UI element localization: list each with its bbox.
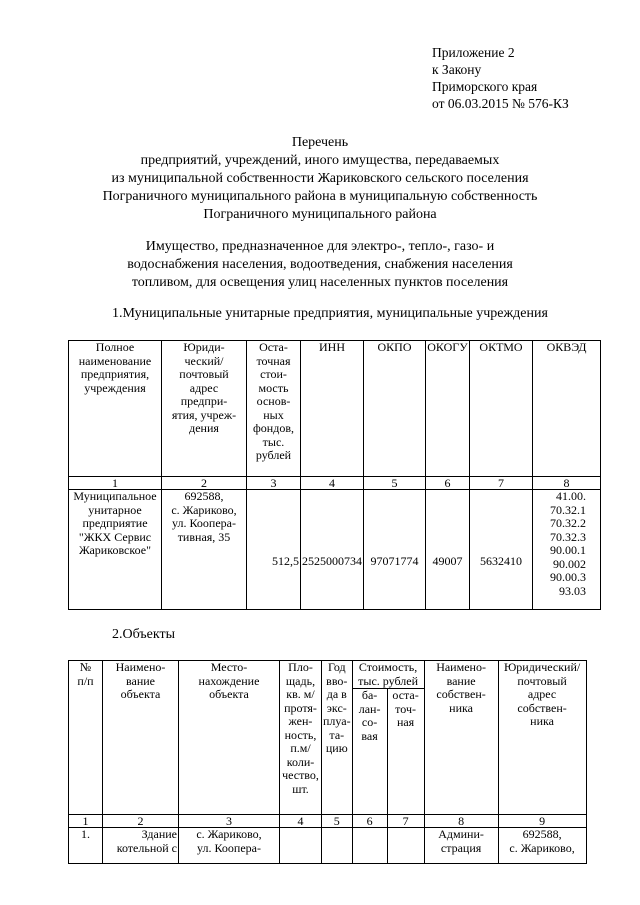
header-cell: Место- нахождение объекта [179, 661, 280, 815]
column-number: 4 [301, 477, 364, 490]
header-cell: Наимено- вание собствен- ника [424, 661, 498, 815]
column-number: 7 [470, 477, 533, 490]
inn-value: 2525000734 [301, 490, 364, 610]
object-area [280, 828, 322, 864]
table-row [69, 490, 601, 610]
document-title [0, 134, 640, 224]
header-cell: оста- точ- ная [387, 689, 424, 815]
okved-codes: 41.00. 70.32.1 70.32.2 70.32.3 90.00.1 90.002 90.00.3 93.03 [533, 490, 601, 610]
column-number: 5 [322, 815, 353, 828]
column-number: 1 [69, 815, 103, 828]
purpose-line: Имущество, предназначенное для электро-, тепло-, газо- и [145, 239, 495, 254]
column-number: 7 [387, 815, 424, 828]
column-number: 8 [424, 815, 498, 828]
purpose-line: топливом, для освещения улиц населенных пунктов поселения [131, 275, 509, 290]
appendix-line: от 06.03.2015 № 576-КЗ [432, 96, 569, 111]
header-cell: Стоимость, тыс. рублей [352, 661, 424, 689]
header-cell: ИНН [301, 341, 364, 477]
column-number: 9 [498, 815, 586, 828]
appendix-line: Приложение 2 [432, 45, 515, 60]
okogu-value: 49007 [426, 490, 470, 610]
column-number-row [69, 815, 587, 828]
okpo-value: 97071774 [364, 490, 426, 610]
enterprises-table [68, 340, 601, 610]
column-number: 8 [533, 477, 601, 490]
column-number: 5 [364, 477, 426, 490]
purpose-line: водоснабжения населения, водоотведения, снабжения населения [127, 257, 513, 272]
column-number-row [69, 477, 601, 490]
object-owner: Админи- страция [424, 828, 498, 864]
table-row [69, 828, 587, 864]
section1-heading: 1.Муниципальные унитарные предприятия, муниципальные учреждения [112, 306, 548, 321]
header-cell: ОКТМО [470, 341, 533, 477]
oktmo-value: 5632410 [470, 490, 533, 610]
header-cell: Год вво- да в экс- плуа- та- цию [322, 661, 353, 815]
title-line: Пограничного муниципального района [203, 207, 437, 222]
objects-table [68, 660, 587, 864]
column-number: 6 [352, 815, 387, 828]
header-cell: Оста- точная стои- мость основ- ных фондов, тыс. рублей [247, 341, 301, 477]
appendix-header [432, 44, 569, 112]
column-number: 1 [69, 477, 162, 490]
header-cell: ОКВЭД [533, 341, 601, 477]
object-balance-cost [352, 828, 387, 864]
header-cell: Юриди- ческий/ почтовый адрес предпри- ятия, учреж- дения [162, 341, 247, 477]
title-line: Перечень [291, 135, 349, 150]
table-header-row [69, 661, 587, 689]
header-cell: ОКПО [364, 341, 426, 477]
appendix-line: к Закону [432, 62, 482, 77]
enterprise-address: 692588, с. Жариково, ул. Коопера- тивная, 35 [162, 490, 247, 610]
section2-heading: 2.Объекты [112, 627, 175, 642]
title-line: из муниципальной собственности Жариковского сельского поселения [111, 171, 529, 186]
header-cell: Наимено- вание объекта [103, 661, 179, 815]
header-cell: Полное наименование предприятия, учреждения [69, 341, 162, 477]
column-number: 2 [162, 477, 247, 490]
object-residual-cost [387, 828, 424, 864]
column-number: 4 [280, 815, 322, 828]
column-number: 2 [103, 815, 179, 828]
enterprise-name: Муниципальное унитарное предприятие "ЖКХ Сервис Жариковское" [69, 490, 162, 610]
column-number: 6 [426, 477, 470, 490]
object-name: Здание котельной с [103, 828, 179, 864]
title-line: предприятий, учреждений, иного имущества, передаваемых [140, 153, 500, 168]
object-year [322, 828, 353, 864]
header-cell: ба- лан- со- вая [352, 689, 387, 815]
header-cell: ОКОГУ [426, 341, 470, 477]
table-header-row [69, 341, 601, 477]
column-number: 3 [179, 815, 280, 828]
object-location: с. Жариково, ул. Коопера- [179, 828, 280, 864]
header-cell: № п/п [69, 661, 103, 815]
title-line: Пограничного муниципального района в муниципальную собственность [102, 189, 538, 204]
header-cell: Юридический/ почтовый адрес собствен- ника [498, 661, 586, 815]
property-purpose [0, 238, 640, 292]
appendix-line: Приморского края [432, 79, 538, 94]
header-cell: Пло- щадь, кв. м/ протя- жен- ность, п.м/ коли- чество, шт. [280, 661, 322, 815]
residual-cost: 512,5 [247, 490, 301, 610]
object-number: 1. [69, 828, 103, 864]
column-number: 3 [247, 477, 301, 490]
object-owner-address: 692588, с. Жариково, [498, 828, 586, 864]
